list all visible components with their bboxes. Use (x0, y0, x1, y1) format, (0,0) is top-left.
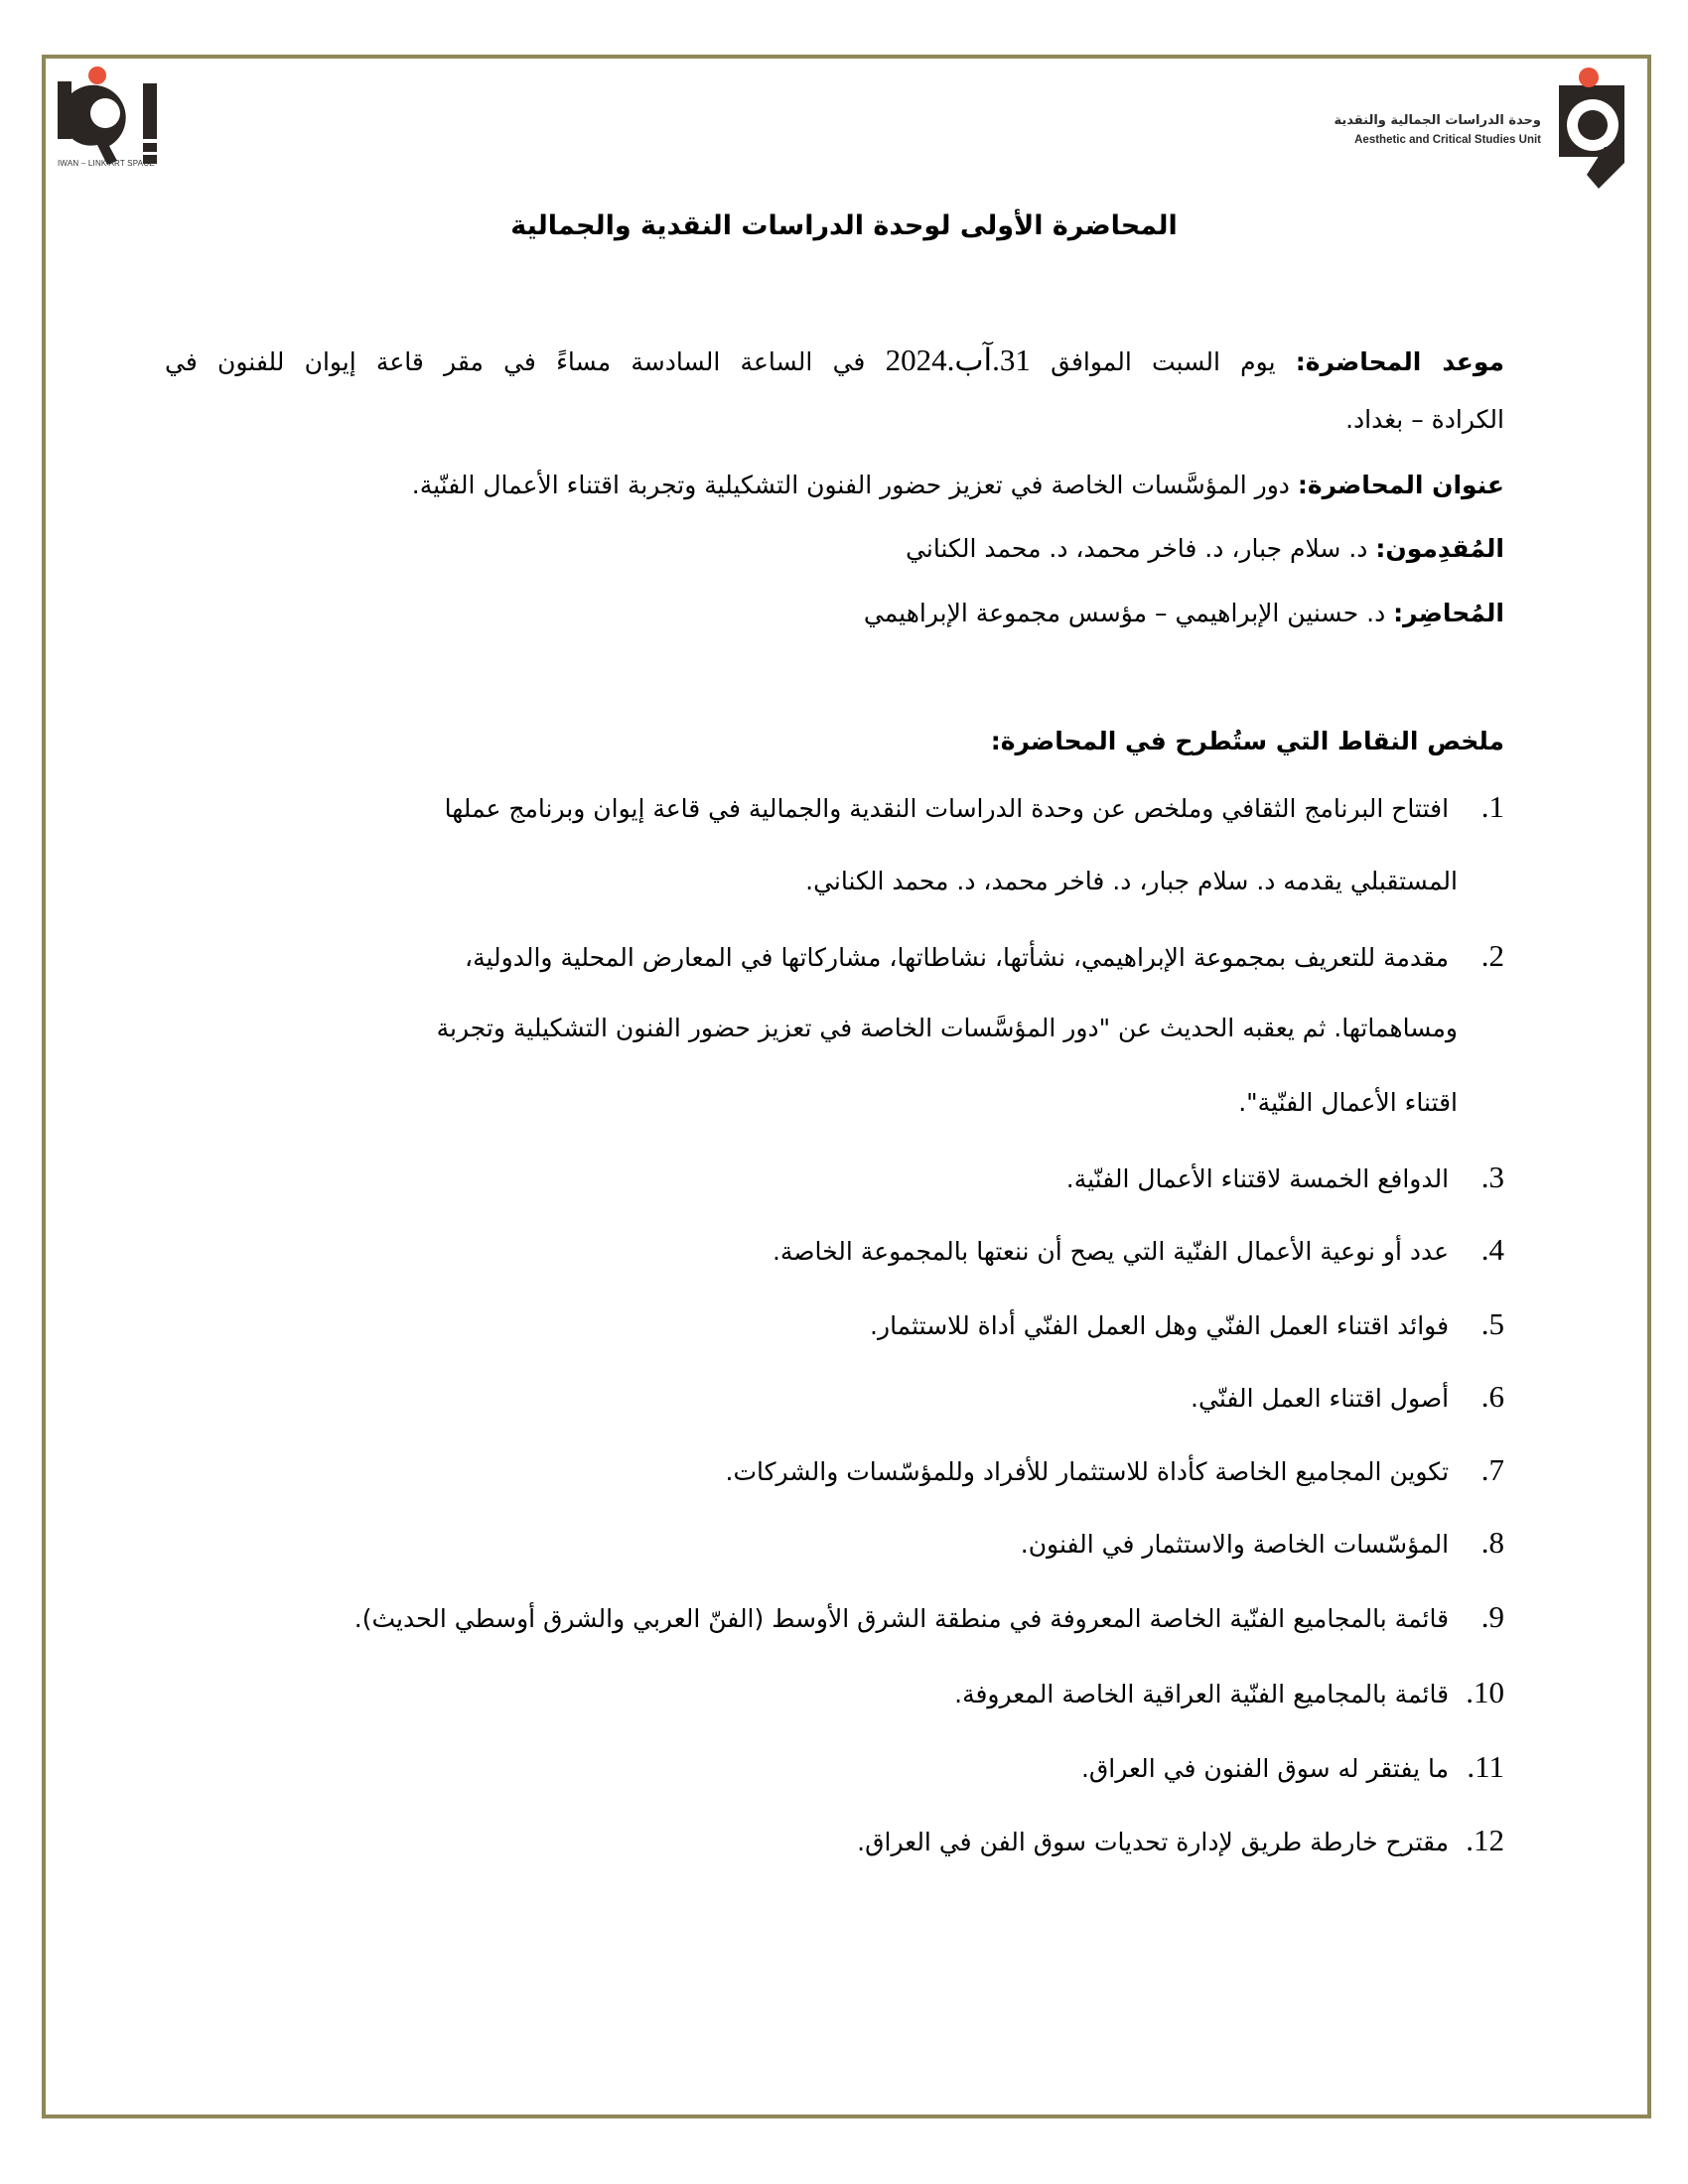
summary-item-text: أصول اقتناء العمل الفنّي. (1191, 1384, 1450, 1413)
summary-item-number: 10. (1466, 1675, 1504, 1709)
lecture-topic-value: دور المؤسَّسات الخاصة في تعزيز حضور الفنون التشكيلية وتجربة اقتناء الأعمال الفنّية. (411, 471, 1298, 499)
summary-item-text: تكوين المجاميع الخاصة كأداة للاستثمار للأفراد وللمؤسّسات والشركات. (725, 1457, 1450, 1486)
lecture-date-value: 31.آب.2024 (885, 342, 1031, 377)
summary-item (1066, 1160, 1504, 1195)
summary-item (165, 789, 1504, 825)
summary-item-continuation: المستقبلي يقدمه د. سلام جبار، د. فاخر محمد، د. محمد الكناني. (805, 867, 1458, 895)
lecturer-line (864, 599, 1504, 627)
aesthetic-unit-logo-icon (1557, 64, 1626, 191)
lecture-location-continuation: الكرادة – بغداد. (1345, 405, 1504, 434)
summary-item-number: 7. (1480, 1452, 1504, 1487)
summary-item (870, 1306, 1504, 1342)
unit-name-english: Aesthetic and Critical Studies Unit (1354, 134, 1541, 146)
lecture-topic-line (412, 471, 1504, 499)
summary-item-number: 8. (1480, 1525, 1504, 1560)
summary-item (857, 1823, 1504, 1858)
summary-item (1021, 1525, 1504, 1561)
summary-item-text: المؤسّسات الخاصة والاستثمار في الفنون. (1020, 1530, 1450, 1559)
summary-item (954, 1675, 1504, 1710)
summary-item-text: فوائد اقتناء العمل الفنّي وهل العمل الفنّي أداة للاستثمار. (870, 1311, 1450, 1340)
presenters-label: المُقدِمون: (1375, 534, 1504, 563)
summary-item-text: قائمة بالمجاميع الفنّية العراقية الخاصة المعروفة. (954, 1680, 1450, 1708)
summary-item-text: الدوافع الخمسة لاقتناء الأعمال الفنّية. (1065, 1164, 1450, 1193)
lecture-date-line (165, 342, 1504, 378)
summary-item (726, 1452, 1504, 1488)
summary-item-continuation: ومساهماتها. ثم يعقبه الحديث عن "دور المؤسَّسات الخاصة في تعزيز حضور الفنون التشكيلية وتجربة (436, 1014, 1458, 1042)
summary-item (354, 1599, 1504, 1635)
summary-item-text: افتتاح البرنامج الثقافي وملخص عن وحدة الدراسات النقدية والجمالية في قاعة إيوان وبرنامج عملها (444, 794, 1450, 823)
document-title: المحاضرة الأولى لوحدة الدراسات النقدية والجمالية (510, 210, 1178, 241)
summary-item-text: مقدمة للتعريف بمجموعة الإبراهيمي، نشأتها، نشاطاتها، مشاركاتها في المعارض المحلية والدولية، (465, 943, 1450, 972)
presenters-line (906, 534, 1504, 563)
summary-item (1081, 1749, 1504, 1785)
lecturer-label: المُحاضِر: (1393, 599, 1504, 627)
summary-item-number: 4. (1480, 1232, 1504, 1267)
lecture-topic-label: عنوان المحاضرة: (1297, 471, 1504, 499)
summary-item-text: مقترح خارطة طريق لإدارة تحديات سوق الفن في العراق. (857, 1828, 1450, 1856)
summary-item (1191, 1379, 1504, 1415)
summary-item-text: قائمة بالمجاميع الفنّية الخاصة المعروفة في منطقة الشرق الأوسط (الفنّ العربي والشرق أوسطي الحديث). (353, 1604, 1450, 1633)
summary-item-number: 3. (1480, 1160, 1504, 1194)
summary-item-number: 2. (1480, 938, 1504, 973)
lecturer-value: د. حسنين الإبراهيمي – مؤسس مجموعة الإبراهيمي (863, 599, 1394, 627)
summary-heading: ملخص النقاط التي ستُطرح في المحاضرة: (990, 727, 1504, 755)
iwan-logo-caption: IWAN – LINK ART SPACE (58, 159, 155, 168)
summary-item-number: 11. (1467, 1749, 1504, 1784)
iwan-logo-icon (58, 62, 187, 173)
summary-item-text: عدد أو نوعية الأعمال الفنّية التي يصح أن ننعتها بالمجموعة الخاصة. (772, 1237, 1450, 1266)
summary-item-number: 6. (1480, 1379, 1504, 1414)
summary-item-number: 1. (1480, 789, 1504, 824)
lecture-date-text-after: في الساعة السادسة مساءً في مقر قاعة إيوان للفنون في (165, 347, 886, 376)
lecture-date-text-before: يوم السبت الموافق (1030, 347, 1296, 376)
summary-item-text: ما يفتقر له سوق الفنون في العراق. (1080, 1754, 1450, 1783)
summary-item (773, 1232, 1504, 1268)
unit-name-arabic: وحدة الدراسات الجمالية والنقدية (1334, 113, 1541, 128)
summary-item-number: 12. (1466, 1823, 1504, 1857)
summary-item-continuation: اقتناء الأعمال الفنّية". (1238, 1088, 1458, 1117)
summary-item (165, 938, 1504, 974)
lecture-date-label: موعد المحاضرة: (1295, 347, 1504, 376)
summary-item-number: 9. (1480, 1599, 1504, 1634)
summary-item-number: 5. (1480, 1306, 1504, 1341)
presenters-value: د. سلام جبار، د. فاخر محمد، د. محمد الكناني (906, 534, 1376, 563)
